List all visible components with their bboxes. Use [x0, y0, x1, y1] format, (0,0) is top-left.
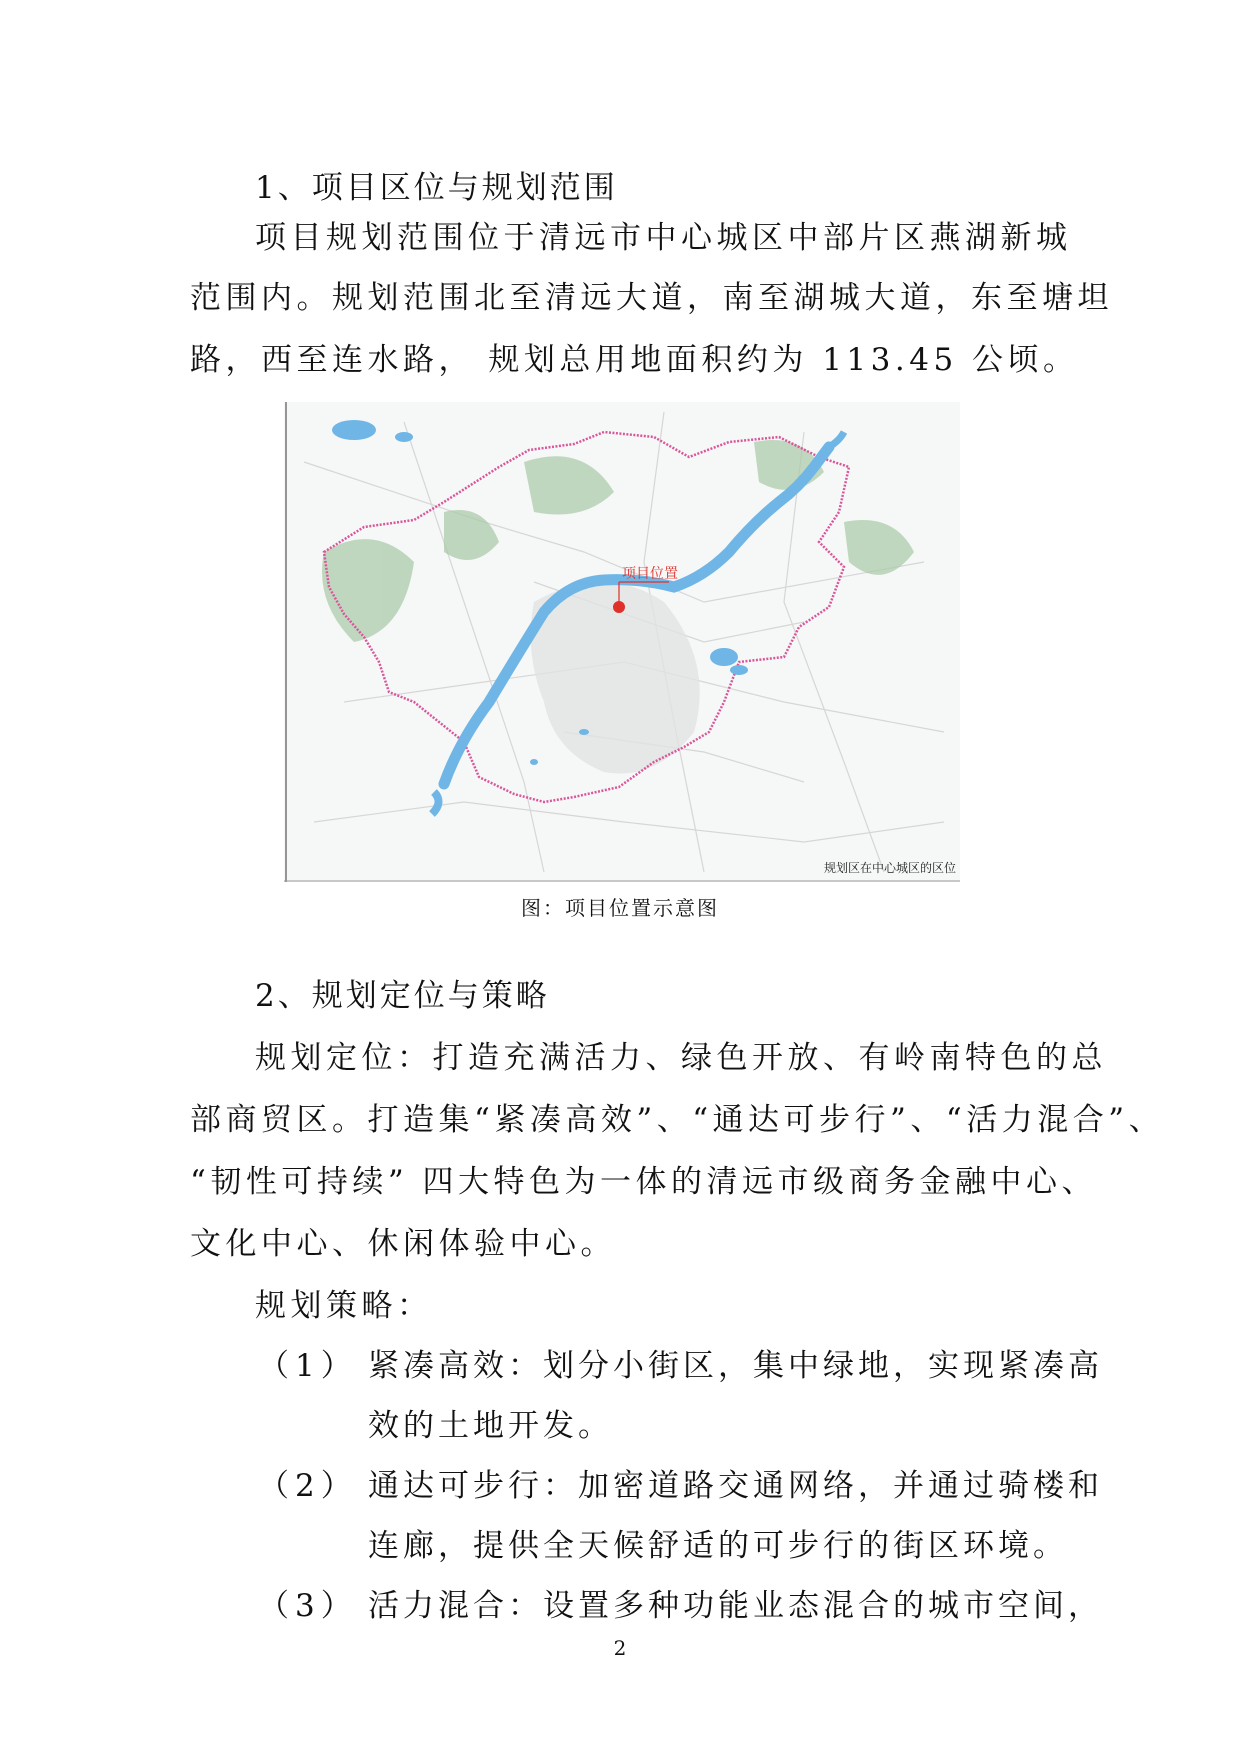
positioning-line: 文化中心、休闲体验中心。: [190, 1226, 616, 1262]
project-location-map: [284, 402, 960, 882]
page-number: 2: [613, 1636, 627, 1660]
positioning-line: 部商贸区。打造集“紧凑高效”、“通达可步行”、“活力混合”、: [190, 1102, 1165, 1138]
figure-caption: 图：项目位置示意图: [521, 896, 719, 920]
map-title: 规划区在中心城区的区位: [823, 861, 956, 875]
strategy-text: 连廊，提供全天候舒适的可步行的街区环境。: [368, 1528, 1068, 1564]
strategy-number: （3）: [258, 1588, 358, 1624]
strategy-text: 紧凑高效：划分小街区，集中绿地，实现紧凑高: [368, 1348, 1103, 1384]
strategy-number: （1）: [258, 1348, 358, 1384]
strategy-text: 活力混合：设置多种功能业态混合的城市空间，: [368, 1588, 1103, 1624]
strategy-text: 效的土地开发。: [368, 1408, 613, 1444]
section-2-heading: 2、规划定位与策略: [255, 978, 550, 1014]
section-1-paragraph-line: 范围内。规划范围北至清远大道，南至湖城大道，东至塘坦: [190, 280, 1113, 316]
strategy-label: 规划策略：: [255, 1288, 433, 1324]
positioning-line: “韧性可持续” 四大特色为一体的清远市级商务金融中心、: [190, 1164, 1098, 1200]
section-1-paragraph-line: 路，西至连水路， 规划总用地面积约为 113.45 公顷。: [190, 342, 1079, 378]
positioning-line: 规划定位：打造充满活力、绿色开放、有岭南特色的总: [255, 1040, 1107, 1076]
section-1-heading: 1、项目区位与规划范围: [255, 170, 618, 206]
strategy-text: 通达可步行：加密道路交通网络，并通过骑楼和: [368, 1468, 1103, 1504]
section-1-paragraph-line: 项目规划范围位于清远市中心城区中部片区燕湖新城: [255, 220, 1072, 256]
strategy-number: （2）: [258, 1468, 358, 1504]
project-location-label: 项目位置: [622, 566, 678, 582]
